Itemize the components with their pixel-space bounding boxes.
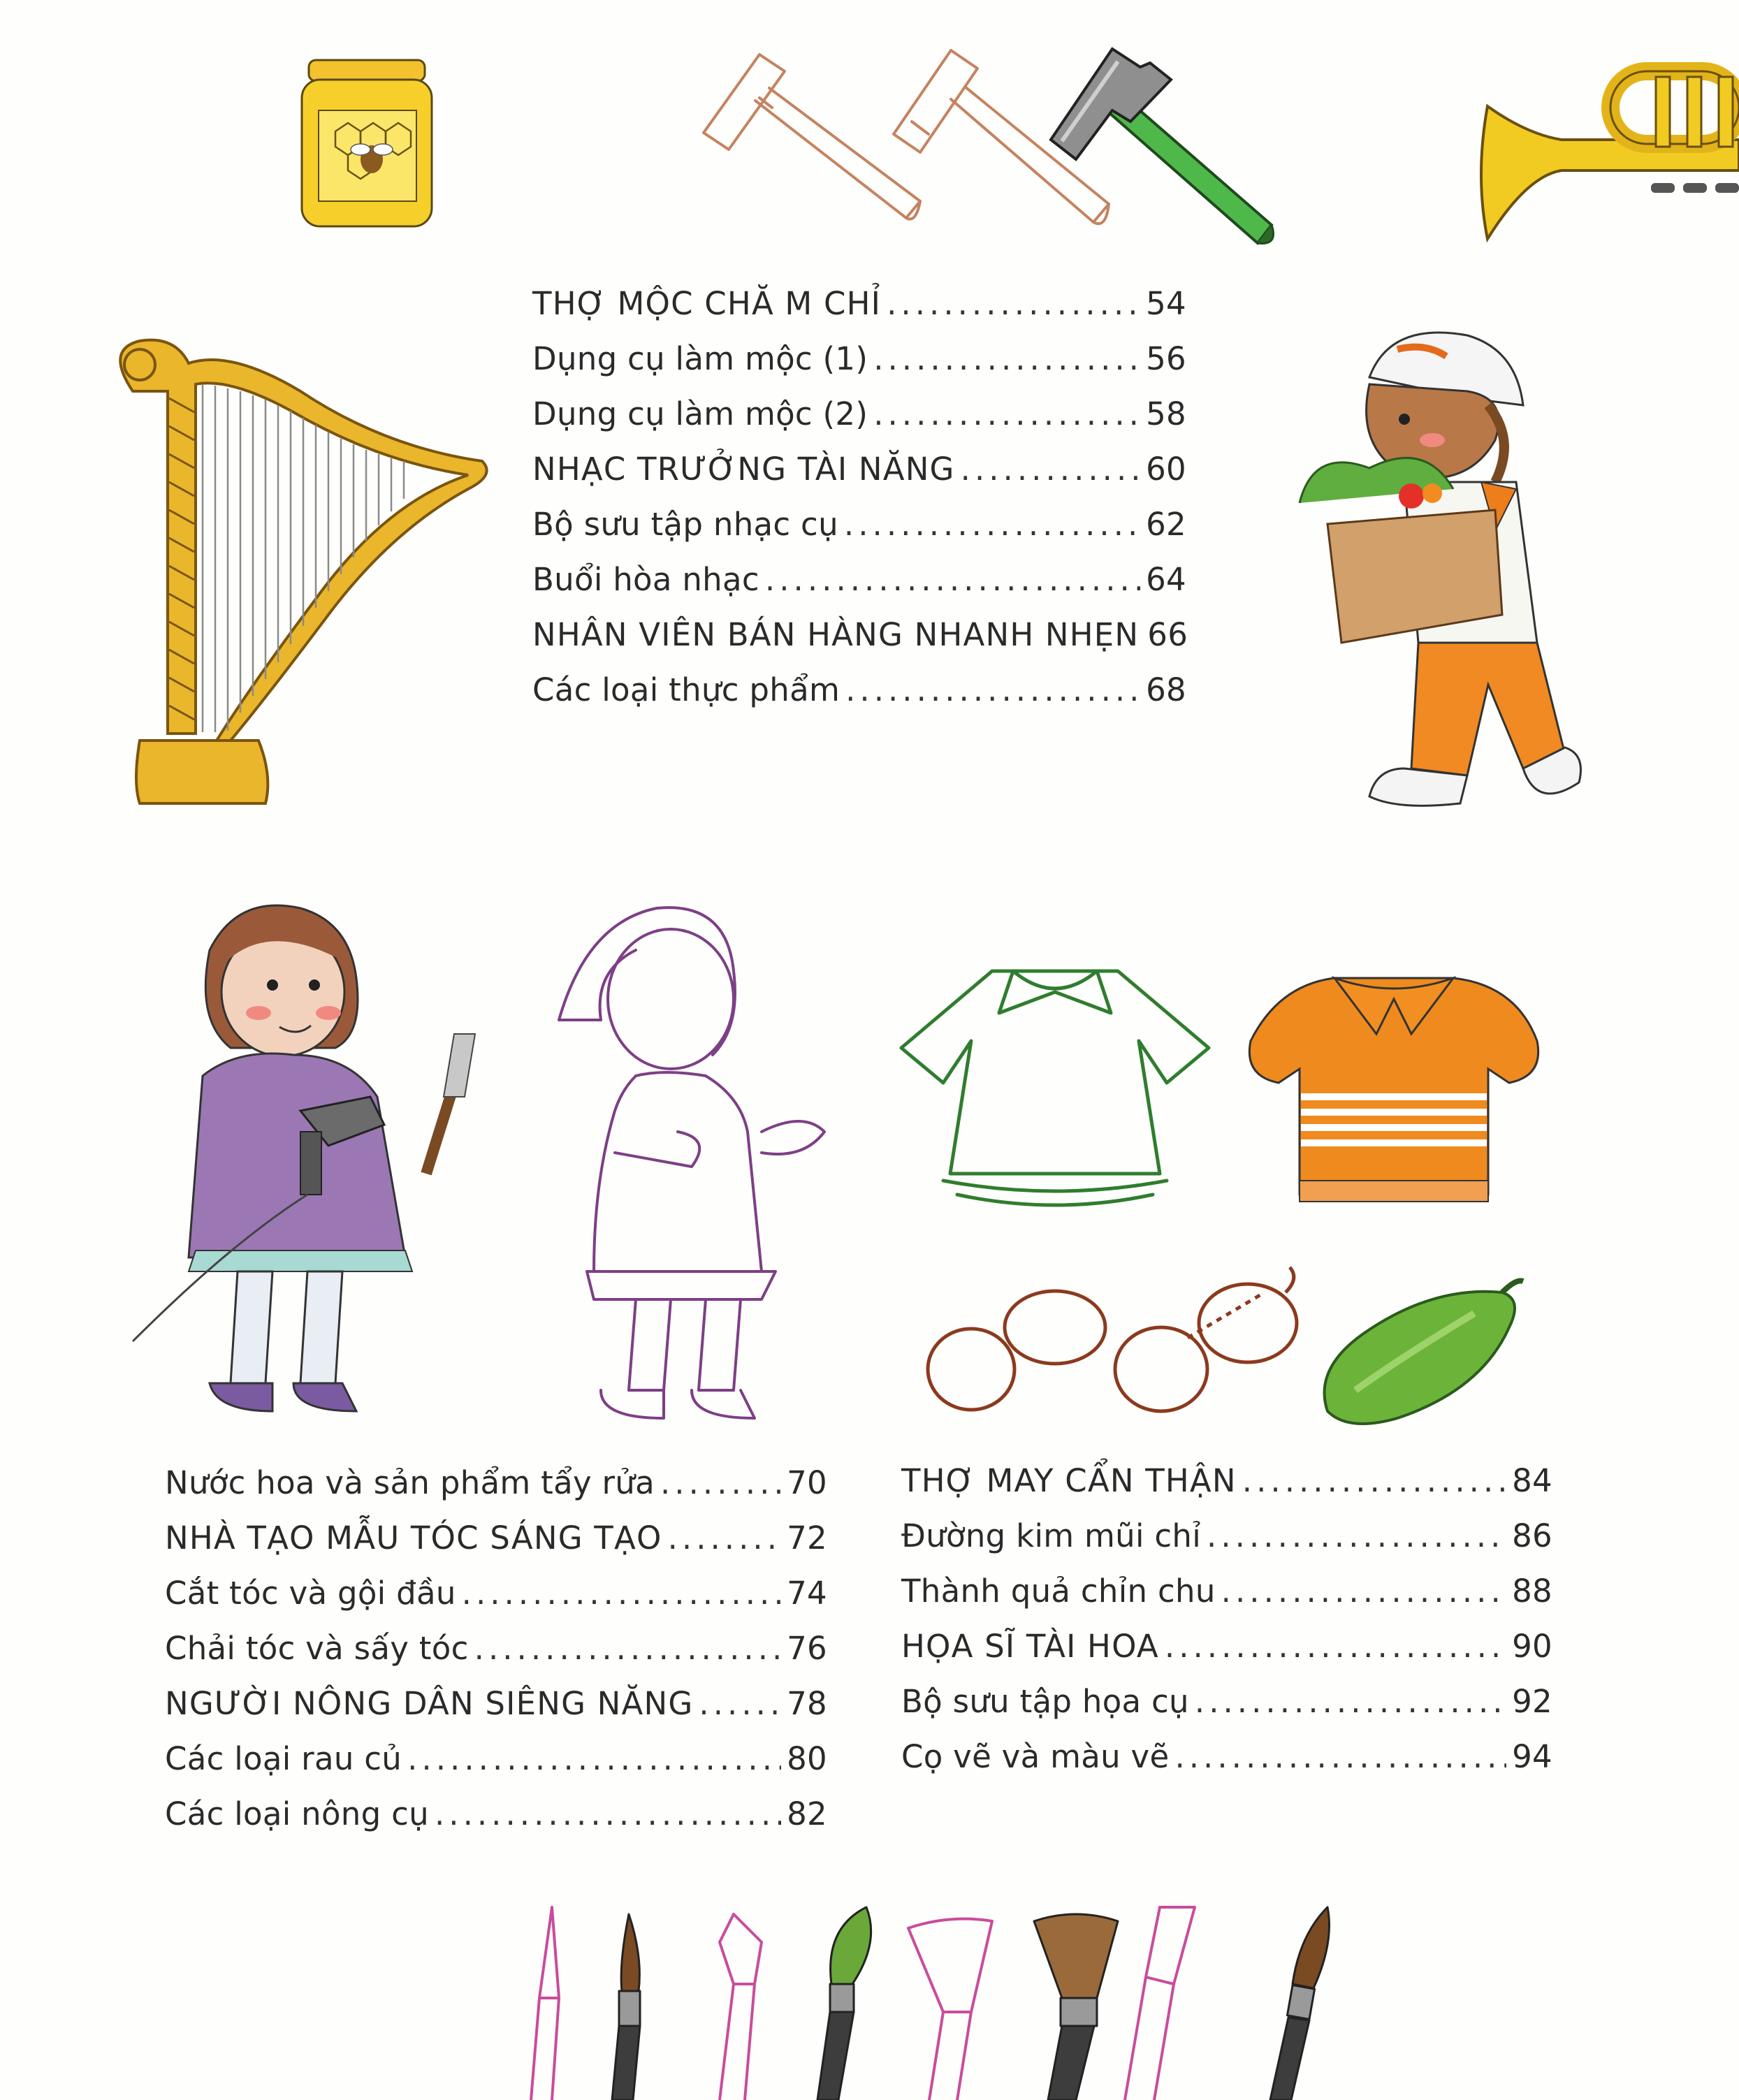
girl-outline-sketch-icon <box>552 901 845 1425</box>
toc-entry-title: Dụng cụ làm mộc (2) <box>532 395 868 432</box>
toc-leader-dots <box>1221 1563 1506 1619</box>
toc-entry-title: Bộ sưu tập nhạc cụ <box>532 506 838 543</box>
toc-leader-dots <box>1195 1674 1506 1729</box>
toc-leader-dots <box>1242 1453 1506 1508</box>
cucumber-sketch-icon <box>1111 1264 1307 1418</box>
toc-entry-page: 64 <box>1146 561 1186 598</box>
toc-leader-dots <box>844 497 1140 552</box>
toc-entry-page: 78 <box>787 1685 827 1722</box>
toc-entry-page: 58 <box>1146 395 1186 432</box>
toc-leader-dots <box>845 662 1140 717</box>
toc-leader-dots <box>474 1621 781 1676</box>
toc-entry[interactable] <box>165 1621 827 1676</box>
toc-top <box>532 276 1186 717</box>
toc-entry[interactable] <box>165 1566 827 1621</box>
toc-entry-page: 56 <box>1146 340 1186 377</box>
toc-entry-title: NHÂN VIÊN BÁN HÀNG NHANH NHẸN <box>532 616 1140 653</box>
toc-leader-dots <box>873 331 1140 386</box>
toc-entry[interactable] <box>532 662 1186 717</box>
toc-leader-dots <box>1174 1729 1506 1784</box>
toc-entry[interactable] <box>532 331 1186 386</box>
harp-icon <box>91 321 489 810</box>
toc-bottom-left <box>165 1455 827 1842</box>
toc-entry-title: NGƯỜI NÔNG DÂN SIÊNG NĂNG <box>165 1685 694 1722</box>
toc-entry-page: 94 <box>1512 1738 1552 1775</box>
toc-entry[interactable] <box>165 1455 827 1510</box>
toc-entry-title: THỢ MỘC CHĂ M CHỈ <box>532 285 882 322</box>
toc-entry[interactable] <box>532 497 1186 552</box>
toc-entry-page: 90 <box>1512 1628 1552 1665</box>
honey-jar-icon <box>293 54 440 236</box>
toc-entry-page: 86 <box>1512 1517 1552 1554</box>
toc-entry[interactable] <box>901 1729 1552 1784</box>
toc-leader-dots <box>407 1731 781 1786</box>
toc-leader-dots <box>462 1566 781 1621</box>
toc-bottom-right <box>901 1453 1552 1784</box>
toc-entry[interactable] <box>532 607 1186 662</box>
toc-entry[interactable] <box>532 552 1186 607</box>
trumpet-icon <box>1478 57 1739 246</box>
toc-entry-title: Đường kim mũi chỉ <box>901 1517 1202 1554</box>
toc-entry-page: 82 <box>787 1795 827 1832</box>
toc-entry-title: Buổi hòa nhạc <box>532 561 759 598</box>
toc-entry-title: Bộ sưu tập họa cụ <box>901 1683 1189 1720</box>
toc-entry-title: Các loại rau củ <box>165 1740 402 1777</box>
toc-leader-dots <box>887 276 1140 331</box>
toc-entry[interactable] <box>165 1731 827 1786</box>
striped-shirt-icon <box>1237 957 1551 1223</box>
toc-leader-dots <box>668 1510 782 1566</box>
toc-entry-title: Thành quả chỉn chu <box>901 1573 1216 1610</box>
toc-entry-page: 92 <box>1512 1683 1552 1720</box>
toc-entry-title: Nước hoa và sản phẩm tẩy rửa <box>165 1464 655 1501</box>
toc-entry-title: Các loại nông cụ <box>165 1795 429 1832</box>
hammer-icon <box>1048 36 1293 253</box>
toc-entry-page: 54 <box>1146 285 1186 322</box>
toc-leader-dots <box>873 386 1140 442</box>
toc-entry-page: 76 <box>787 1630 827 1667</box>
toc-entry[interactable] <box>532 442 1186 497</box>
toc-leader-dots <box>435 1786 781 1842</box>
hairdresser-girl-icon <box>126 894 517 1425</box>
toc-entry-title: Các loại thực phẩm <box>532 671 841 708</box>
toc-entry-page: 68 <box>1146 671 1186 708</box>
toc-entry-page: 72 <box>787 1519 827 1556</box>
toc-entry[interactable] <box>901 1674 1552 1729</box>
toc-leader-dots <box>765 552 1140 607</box>
shirt-sketch-icon <box>894 950 1216 1216</box>
toc-entry-title: Chải tóc và sấy tóc <box>165 1630 469 1667</box>
toc-entry-page: 66 <box>1147 616 1188 653</box>
cucumber-sketch-icon <box>922 1285 1111 1418</box>
toc-entry-title: THỢ MAY CẨN THẬN <box>901 1462 1237 1499</box>
toc-entry[interactable] <box>532 276 1186 331</box>
toc-entry[interactable] <box>901 1563 1552 1619</box>
toc-entry-page: 74 <box>787 1575 827 1612</box>
toc-entry-title: Cắt tóc và gội đầu <box>165 1575 456 1612</box>
toc-entry[interactable] <box>165 1510 827 1566</box>
toc-entry-title: HỌA SĨ TÀI HOA <box>901 1628 1159 1665</box>
toc-entry[interactable] <box>901 1508 1552 1563</box>
toc-entry-page: 70 <box>787 1464 827 1501</box>
toc-leader-dots <box>961 442 1140 497</box>
toc-entry-title: NHẠC TRƯỞNG TÀI NĂNG <box>532 451 955 488</box>
toc-entry-page: 88 <box>1512 1573 1552 1610</box>
toc-entry-title: Cọ vẽ và màu vẽ <box>901 1738 1170 1775</box>
toc-leader-dots <box>699 1676 781 1731</box>
toc-entry-page: 84 <box>1512 1462 1552 1499</box>
toc-entry[interactable] <box>165 1786 827 1842</box>
toc-entry[interactable] <box>901 1619 1552 1674</box>
toc-leader-dots <box>1165 1619 1506 1674</box>
paintbrushes-icon <box>489 1900 1355 2100</box>
toc-entry-title: Dụng cụ làm mộc (1) <box>532 340 868 377</box>
toc-entry[interactable] <box>901 1453 1552 1508</box>
toc-entry-title: NHÀ TẠO MẪU TÓC SÁNG TẠO <box>165 1519 662 1556</box>
toc-entry[interactable] <box>165 1676 827 1731</box>
grocery-boy-icon <box>1286 321 1635 838</box>
toc-leader-dots <box>1207 1508 1506 1563</box>
toc-leader-dots <box>660 1455 781 1510</box>
toc-entry-page: 60 <box>1146 451 1186 488</box>
toc-entry-page: 80 <box>787 1740 827 1777</box>
cucumber-icon <box>1314 1271 1530 1432</box>
toc-entry-page: 62 <box>1146 506 1186 543</box>
toc-entry[interactable] <box>532 386 1186 442</box>
